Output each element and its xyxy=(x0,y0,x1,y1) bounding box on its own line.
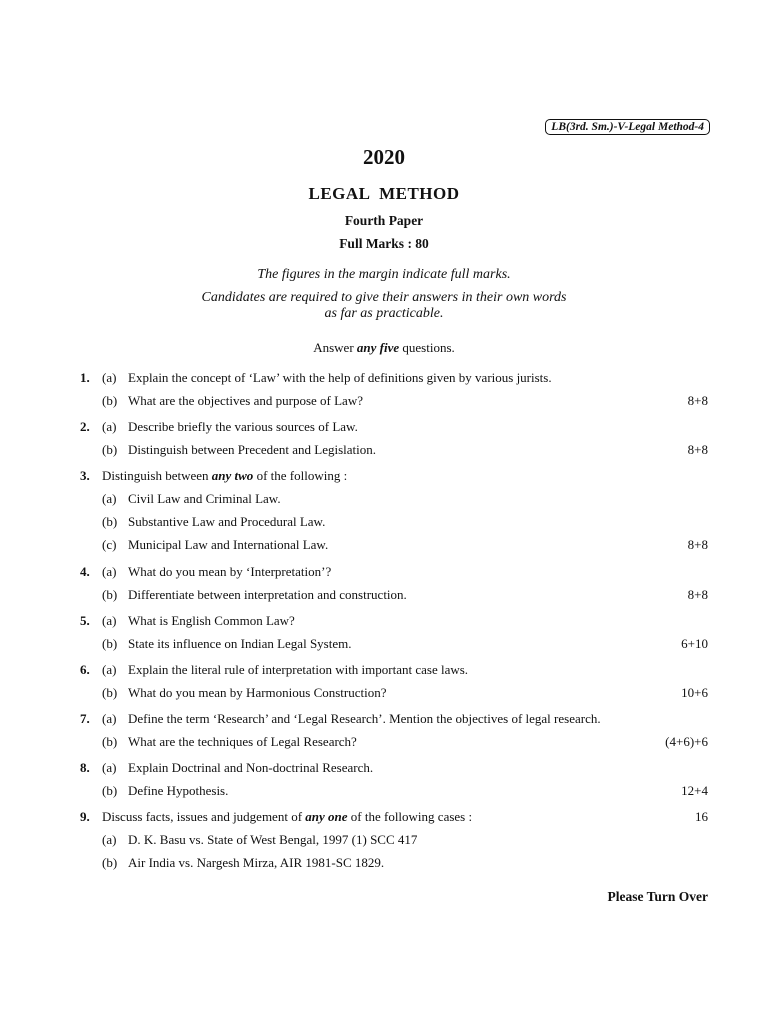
part-text: Differentiate between interpretation and construction. xyxy=(128,587,407,602)
part-label: (a) xyxy=(102,419,117,434)
question-9-part-a xyxy=(80,832,708,848)
question-number: 1. xyxy=(80,370,90,385)
question-stem xyxy=(102,468,347,484)
question-6-part-b xyxy=(80,685,708,701)
answer-instruction-emphasis: any five xyxy=(356,340,400,355)
paper-title: LEGAL METHOD xyxy=(308,184,460,203)
question-number: 7. xyxy=(80,711,90,726)
question-number: 3. xyxy=(80,468,90,483)
part-label: (a) xyxy=(102,832,117,847)
question-marks: 16 xyxy=(695,809,708,824)
question-4-part-a xyxy=(80,564,708,580)
part-text: State its influence on Indian Legal System. xyxy=(128,636,352,651)
part-text: Explain Doctrinal and Non-doctrinal Research. xyxy=(128,760,374,775)
candidates-note xyxy=(0,290,768,322)
question-number: 5. xyxy=(80,613,90,628)
part-label: (b) xyxy=(102,587,118,602)
part-label: (b) xyxy=(102,442,118,457)
part-text: What do you mean by ‘Interpretation’? xyxy=(128,564,332,579)
question-2-part-a xyxy=(80,419,708,435)
part-text: Civil Law and Criminal Law. xyxy=(128,491,281,506)
question-marks: 8+8 xyxy=(687,442,708,457)
part-label: (b) xyxy=(102,855,118,870)
stem-pre: Distinguish between xyxy=(102,468,212,483)
part-label: (a) xyxy=(102,564,117,579)
question-3-part-a xyxy=(80,491,708,507)
part-label: (b) xyxy=(102,514,118,529)
part-label: (b) xyxy=(102,393,118,408)
part-text: Air India vs. Nargesh Mirza, AIR 1981-SC 1829. xyxy=(128,855,385,870)
part-text: What do you mean by Harmonious Construction? xyxy=(128,685,387,700)
part-text: Distinguish between Precedent and Legislation. xyxy=(128,442,377,457)
question-number: 9. xyxy=(80,809,90,824)
stem-emphasis: any two xyxy=(211,468,254,483)
part-label: (a) xyxy=(102,613,117,628)
question-3-stem xyxy=(80,468,708,484)
stem-emphasis: any one xyxy=(305,809,348,824)
part-label: (c) xyxy=(102,537,117,552)
answer-instruction-post: questions. xyxy=(399,340,455,355)
part-label: (a) xyxy=(102,760,117,775)
part-text: What is English Common Law? xyxy=(128,613,295,628)
part-label: (b) xyxy=(102,783,118,798)
margin-note: The figures in the margin indicate full marks. xyxy=(257,267,511,282)
part-text: Define the term ‘Research’ and ‘Legal Research’. Mention the objectives of legal research. xyxy=(128,711,601,726)
part-text: D. K. Basu vs. State of West Bengal, 1997 (1) SCC 417 xyxy=(128,832,418,847)
exam-year: 2020 xyxy=(363,145,405,169)
part-text: What are the techniques of Legal Research? xyxy=(128,734,357,749)
paper-code-badge: LB(3rd. Sm.)-V-Legal Method-4 xyxy=(545,119,710,135)
question-number: 2. xyxy=(80,419,90,434)
part-label: (b) xyxy=(102,734,118,749)
question-marks: 6+10 xyxy=(681,636,708,651)
please-turn-over: Please Turn Over xyxy=(607,889,708,904)
candidates-note-line2: as far as practicable. xyxy=(324,306,444,321)
stem-pre: Discuss facts, issues and judgement of xyxy=(102,809,306,824)
part-text: Describe briefly the various sources of Law. xyxy=(128,419,358,434)
question-2-part-b xyxy=(80,442,708,458)
question-7-part-a xyxy=(80,711,708,727)
question-number: 8. xyxy=(80,760,90,775)
part-label: (a) xyxy=(102,662,117,677)
answer-instruction-pre: Answer xyxy=(313,340,357,355)
part-label: (a) xyxy=(102,370,117,385)
part-text: Explain the literal rule of interpretation with important case laws. xyxy=(128,662,469,677)
question-marks: 8+8 xyxy=(687,587,708,602)
question-marks: (4+6)+6 xyxy=(665,734,708,749)
part-text: Municipal Law and International Law. xyxy=(128,537,329,552)
question-9-part-b xyxy=(80,855,708,871)
question-8-part-a xyxy=(80,760,708,776)
question-1-part-b xyxy=(80,393,708,409)
question-8-part-b xyxy=(80,783,708,799)
question-3-part-b xyxy=(80,514,708,530)
question-marks: 12+4 xyxy=(681,783,708,798)
part-text: What are the objectives and purpose of Law? xyxy=(128,393,363,408)
part-text: Explain the concept of ‘Law’ with the help of definitions given by various jurists. xyxy=(128,370,552,385)
question-marks: 10+6 xyxy=(681,685,708,700)
answer-instruction xyxy=(0,340,768,356)
question-5-part-b xyxy=(80,636,708,652)
question-1-part-a xyxy=(80,370,708,386)
question-4-part-b xyxy=(80,587,708,603)
question-7-part-b xyxy=(80,734,708,750)
part-label: (a) xyxy=(102,711,117,726)
stem-post: of the following : xyxy=(253,468,348,483)
question-number: 6. xyxy=(80,662,90,677)
question-marks: 8+8 xyxy=(687,537,708,552)
question-9-stem xyxy=(80,809,708,825)
question-stem xyxy=(102,809,472,825)
question-5-part-a xyxy=(80,613,708,629)
paper-number: Fourth Paper xyxy=(344,213,424,228)
stem-post: of the following cases : xyxy=(347,809,473,824)
candidates-note-line1: Candidates are required to give their answers in their own words xyxy=(201,290,567,305)
part-label: (b) xyxy=(102,685,118,700)
full-marks: Full Marks : 80 xyxy=(339,236,429,251)
question-3-part-c xyxy=(80,537,708,553)
part-label: (b) xyxy=(102,636,118,651)
part-text: Define Hypothesis. xyxy=(128,783,229,798)
part-text: Substantive Law and Procedural Law. xyxy=(128,514,326,529)
question-6-part-a xyxy=(80,662,708,678)
question-number: 4. xyxy=(80,564,90,579)
question-marks: 8+8 xyxy=(687,393,708,408)
part-label: (a) xyxy=(102,491,117,506)
